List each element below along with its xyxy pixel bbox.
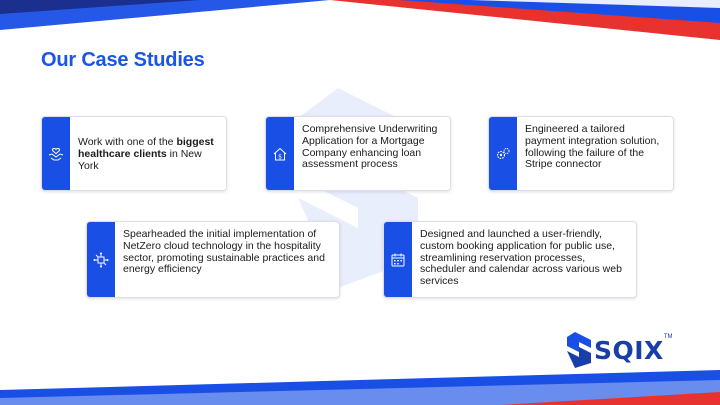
card-icon-panel [87,222,115,297]
card-icon-panel [384,222,412,297]
gears-settings-icon [495,146,511,162]
card-text-emphasis: biggest healthcare clients [78,136,214,160]
house-dollar-icon [272,146,288,162]
card-icon-panel [266,117,294,190]
brand-logo [567,332,673,368]
logo-text: SQIX [594,335,664,365]
card-text: Work with one of the biggest healthcare clients in New York [78,136,214,172]
card-text: Comprehensive Underwriting Application for a Mortgage Company enhancing loan assessment process [302,123,438,171]
card-text: Spearheaded the initial implementation of NetZero cloud technology in the hospitality sector, promoting sustainable practices and energy efficiency [123,228,325,276]
handshake-heart-icon [48,146,64,162]
card-icon-panel [489,117,517,190]
svg-text:$: $ [278,153,282,160]
card-text: Designed and launched a user-friendly, custom booking application for public use, streamlining reservation processes, scheduler and calendar across various web services [420,228,622,288]
page-title: Our Case Studies [41,49,205,71]
case-study-card [41,116,227,191]
case-study-card [488,116,674,191]
case-study-card [383,221,637,298]
case-study-card [265,116,451,191]
trademark-mark: TM [663,334,673,340]
case-study-card [86,221,340,298]
calendar-icon [390,252,406,268]
card-icon-panel [42,117,70,190]
cloud-circuit-icon [93,252,109,268]
card-text: Engineered a tailored payment integration solution, following the failure of the Stripe connector [525,123,660,171]
sqix-logo-icon [567,332,591,368]
